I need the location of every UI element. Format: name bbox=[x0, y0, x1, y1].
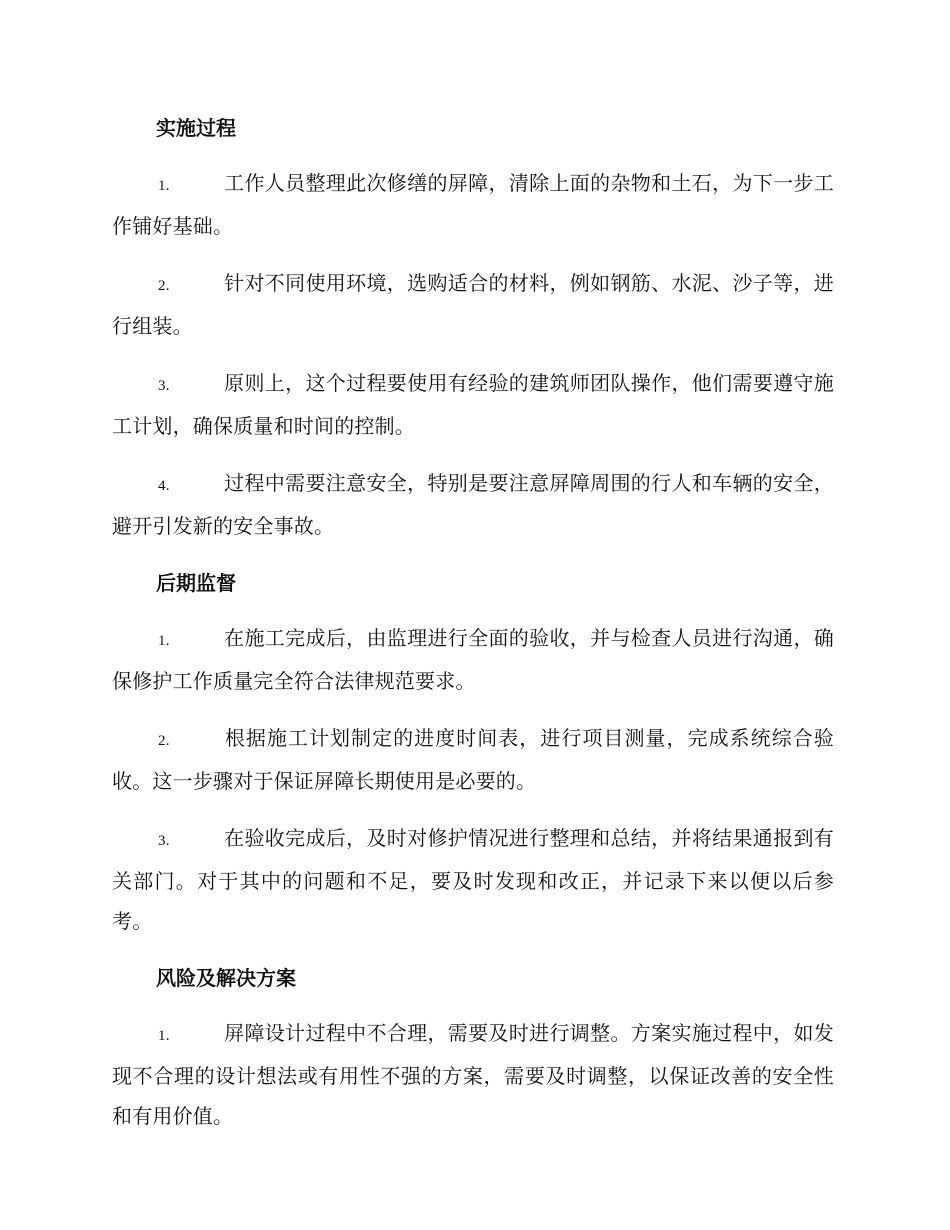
item-text: 工作人员整理此次修缮的屏障，清除上面的杂物和土石，为下一步工作铺好基础。 bbox=[112, 171, 834, 238]
list-item bbox=[112, 718, 834, 801]
item-number: 3. bbox=[158, 833, 170, 849]
item-text: 原则上，这个过程要使用有经验的建筑师团队操作，他们需要遵守施工计划，确保质量和时间的控制。 bbox=[112, 371, 834, 438]
list-item bbox=[112, 163, 834, 246]
item-number: 1. bbox=[158, 1028, 170, 1044]
section-heading: 风险及解决方案 bbox=[156, 966, 296, 990]
section-risks bbox=[112, 958, 834, 1136]
section-heading: 后期监督 bbox=[156, 571, 236, 595]
section-heading: 实施过程 bbox=[156, 116, 236, 140]
item-number: 1. bbox=[158, 633, 170, 649]
list-item bbox=[112, 618, 834, 701]
list-item bbox=[112, 1013, 834, 1136]
item-text: 在施工完成后，由监理进行全面的验收，并与检查人员进行沟通，确保修护工作质量完全符合法律规范要求。 bbox=[112, 626, 834, 693]
section-supervision bbox=[112, 563, 834, 941]
item-text: 过程中需要注意安全，特别是要注意屏障周围的行人和车辆的安全，避开引发新的安全事故。 bbox=[112, 471, 834, 538]
list-item bbox=[112, 363, 834, 446]
item-text: 根据施工计划制定的进度时间表，进行项目测量，完成系统综合验收。这一步骤对于保证屏障长期使用是必要的。 bbox=[112, 726, 834, 793]
list-item bbox=[112, 463, 834, 546]
item-number: 2. bbox=[158, 733, 170, 749]
list-item bbox=[112, 818, 834, 941]
item-number: 2. bbox=[158, 278, 170, 294]
item-text: 在验收完成后，及时对修护情况进行整理和总结，并将结果通报到有关部门。对于其中的问题和不足，要及时发现和改正，并记录下来以便以后参考。 bbox=[112, 826, 834, 933]
item-text: 屏障设计过程中不合理，需要及时进行调整。方案实施过程中，如发现不合理的设计想法或有用性不强的方案，需要及时调整，以保证改善的安全性和有用价值。 bbox=[112, 1021, 834, 1128]
document-page bbox=[112, 108, 834, 1153]
item-text: 针对不同使用环境，选购适合的材料，例如钢筋、水泥、沙子等，进行组装。 bbox=[112, 271, 834, 338]
section-implementation bbox=[112, 108, 834, 546]
list-item bbox=[112, 263, 834, 346]
item-number: 4. bbox=[158, 478, 170, 494]
item-number: 1. bbox=[158, 178, 170, 194]
item-number: 3. bbox=[158, 378, 170, 394]
